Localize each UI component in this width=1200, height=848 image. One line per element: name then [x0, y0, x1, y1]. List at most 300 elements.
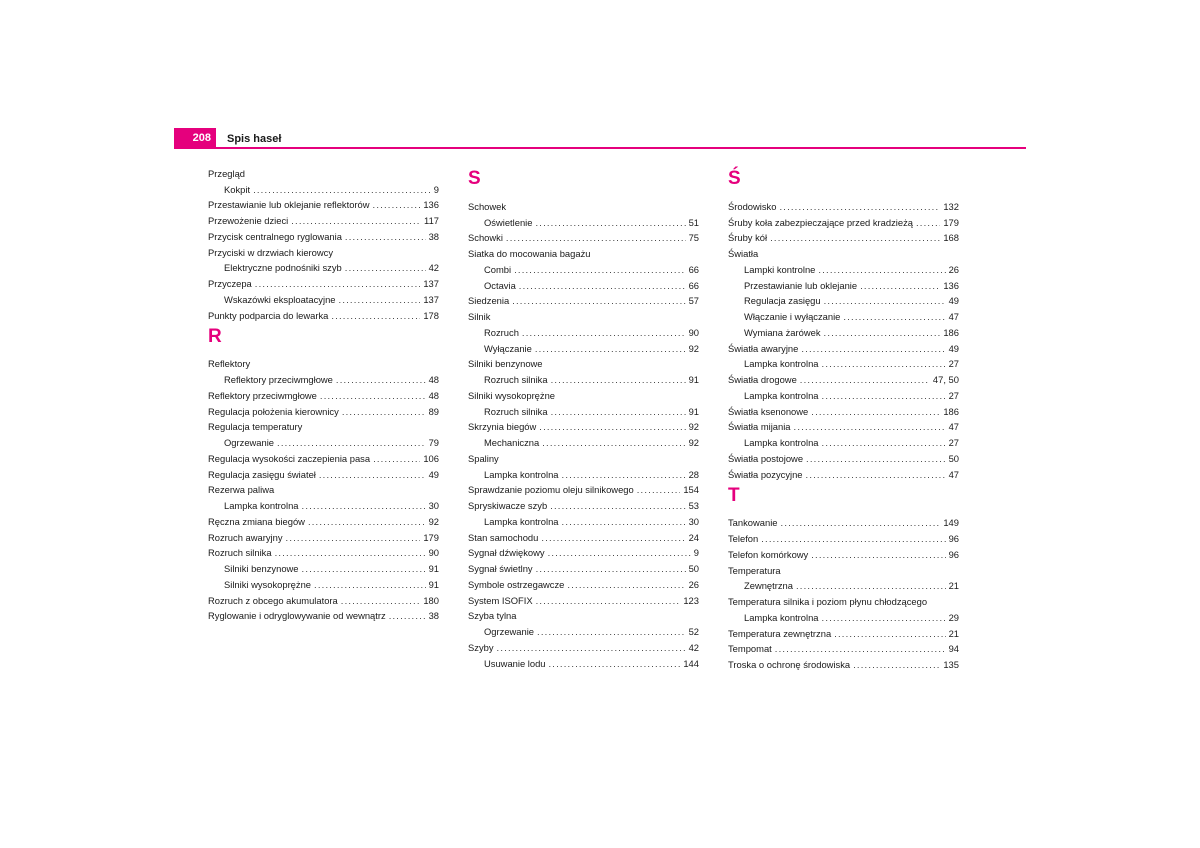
entry-label: Kokpit: [224, 183, 251, 195]
entry-page-number: 94: [948, 643, 959, 655]
section-letter: Ś: [728, 168, 741, 189]
dot-leader: [811, 406, 940, 418]
index-entry: [208, 465, 439, 481]
dot-leader: [822, 437, 946, 449]
dot-leader: [275, 547, 426, 559]
entry-page-number: 38: [428, 230, 439, 242]
entry-page-number: 21: [948, 627, 959, 639]
entry-label: Rozruch: [484, 326, 519, 338]
entry-page-number: 30: [688, 515, 699, 527]
entry-label: Ogrzewanie: [484, 626, 535, 637]
index-entry: [208, 402, 439, 418]
dot-leader: [389, 610, 426, 622]
index-heading: Przyciski w drzwiach kierowcy: [208, 246, 334, 258]
dot-leader: [796, 580, 946, 592]
entry-page-number: 91: [428, 578, 439, 590]
dot-leader: [336, 374, 426, 386]
page-header: [174, 128, 1026, 150]
entry-page-number: 89: [428, 405, 439, 417]
entry-label: Stan samochodu: [468, 531, 539, 543]
entry-page-number: 52: [688, 626, 699, 637]
index-subentry: [208, 290, 439, 306]
dot-leader: [637, 484, 681, 496]
index-heading: Przegląd: [208, 167, 246, 179]
index-entry: [208, 306, 439, 322]
index-entry: [728, 370, 959, 386]
entry-page-number: 149: [943, 517, 959, 529]
dot-leader: [537, 626, 686, 638]
dot-leader: [542, 437, 685, 449]
entry-page-number: 96: [948, 533, 959, 544]
entry-label: Temperatura zewnętrzna: [728, 627, 832, 639]
index-subentry: [468, 402, 699, 418]
index-heading: Szyba tylna: [468, 610, 517, 622]
dot-leader: [514, 264, 685, 276]
index-heading: Spaliny: [468, 452, 499, 464]
index-subentry: [468, 370, 699, 386]
index-subentry: [728, 307, 959, 323]
entry-label: Troska o ochronę środowiska: [728, 659, 851, 670]
entry-page-number: 92: [688, 421, 699, 433]
index-heading: Światła: [728, 248, 759, 259]
entry-label: Wskazówki eksploatacyjne: [224, 293, 336, 305]
entry-page-number: 96: [948, 548, 959, 560]
dot-leader: [255, 278, 421, 290]
index-subentry: [468, 323, 699, 339]
index-subentry: [468, 213, 699, 229]
index-entry: [728, 640, 959, 656]
entry-label: Środowisko: [728, 200, 777, 212]
entry-page-number: 9: [433, 183, 439, 195]
dot-leader: [781, 517, 941, 529]
dot-leader: [302, 563, 426, 575]
entry-label: Regulacja położenia kierownicy: [208, 405, 339, 417]
entry-label: Skrzynia biegów: [468, 421, 537, 433]
entry-label: Ryglowanie i odryglowywanie od wewnątrz: [208, 610, 386, 622]
section-letter: S: [468, 168, 481, 189]
entry-label: Ogrzewanie: [224, 437, 275, 448]
entry-page-number: 178: [423, 309, 439, 321]
entry-label: Telefon komórkowy: [728, 548, 809, 560]
entry-label: Światła awaryjne: [728, 342, 799, 354]
entry-page-number: 179: [423, 531, 439, 543]
dot-leader: [562, 469, 686, 481]
entry-page-number: 186: [943, 326, 959, 338]
entry-label: Śruby koła zabezpieczające przed kradzieżą: [728, 216, 913, 228]
entry-page-number: 136: [943, 279, 959, 291]
index-heading: Silniki benzynowe: [468, 358, 543, 370]
entry-label: Silniki wysokoprężne: [224, 578, 312, 590]
entry-label: Sygnał świetlny: [468, 563, 533, 574]
entry-label: Regulacja wysokości zaczepienia pasa: [208, 452, 371, 464]
index-subentry: [728, 355, 959, 371]
dot-leader: [811, 549, 945, 561]
entry-label: Lampka kontrolna: [744, 611, 819, 623]
index-subentry: [468, 339, 699, 355]
entry-label: Mechaniczna: [484, 437, 540, 448]
entry-label: Wymiana żarówek: [744, 326, 821, 338]
entry-page-number: 137: [423, 293, 439, 305]
index-entry: [468, 496, 699, 512]
entry-label: System ISOFIX: [468, 594, 533, 606]
dot-leader: [535, 217, 685, 229]
dot-leader: [818, 264, 945, 276]
index-subentry: [728, 577, 959, 593]
entry-label: Światła pozycyjne: [728, 468, 803, 480]
dot-leader: [549, 658, 681, 670]
entry-page-number: 57: [688, 295, 699, 307]
index-heading: Silnik: [468, 311, 491, 322]
entry-page-number: 47, 50: [932, 374, 959, 385]
index-entry: [728, 624, 959, 640]
entry-page-number: 49: [428, 468, 439, 480]
index-entry: [468, 292, 699, 308]
entry-page-number: 90: [428, 547, 439, 559]
index-entry: [728, 197, 959, 213]
entry-page-number: 53: [688, 500, 699, 511]
entry-label: Elektryczne podnośniki szyb: [224, 262, 342, 274]
dot-leader: [834, 628, 945, 640]
dot-leader: [541, 532, 685, 544]
dot-leader: [806, 453, 946, 465]
dot-leader: [822, 358, 946, 370]
entry-page-number: 47: [948, 468, 959, 480]
entry-label: Przestawianie lub oklejanie: [744, 279, 858, 291]
entry-page-number: 79: [428, 437, 439, 448]
entry-label: Rozruch silnika: [484, 405, 548, 417]
index-subentry: [468, 512, 699, 528]
entry-page-number: 132: [943, 200, 959, 212]
entry-page-number: 9: [693, 547, 699, 559]
index-heading: Reflektory: [208, 358, 251, 370]
entry-page-number: 38: [428, 610, 439, 622]
index-subentry: [728, 276, 959, 292]
index-subentry: [208, 433, 439, 449]
entry-label: Przycisk centralnego ryglowania: [208, 230, 342, 242]
entry-label: Zewnętrzna: [744, 580, 793, 592]
dot-leader: [277, 437, 426, 449]
entry-label: Reflektory przeciwmgłowe: [224, 374, 333, 385]
index-heading: Silniki wysokoprężne: [468, 389, 556, 401]
index-subentry: [208, 370, 439, 386]
dot-leader: [519, 280, 686, 292]
index-entry: [728, 514, 959, 530]
index-subentry: [728, 433, 959, 449]
entry-page-number: 186: [943, 405, 959, 417]
index-entry: [728, 545, 959, 561]
entry-page-number: 47: [948, 421, 959, 433]
dot-leader: [794, 421, 946, 433]
entry-page-number: 42: [428, 262, 439, 274]
entry-label: Włączanie i wyłączanie: [744, 311, 841, 322]
dot-leader: [801, 343, 945, 355]
entry-label: Rozruch silnika: [208, 547, 272, 559]
dot-leader: [822, 390, 946, 402]
entry-page-number: 29: [948, 611, 959, 623]
entry-label: Spryskiwacze szyb: [468, 500, 548, 511]
dot-leader: [345, 262, 426, 274]
index-entry: [208, 544, 439, 560]
index-subentry: [208, 559, 439, 575]
dot-leader: [806, 469, 946, 481]
entry-page-number: 91: [688, 405, 699, 417]
entry-label: Rozruch z obcego akumulatora: [208, 594, 338, 606]
section-letter: R: [208, 325, 222, 347]
entry-page-number: 179: [943, 216, 959, 228]
entry-page-number: 92: [688, 437, 699, 448]
entry-label: Octavia: [484, 279, 516, 291]
dot-leader: [562, 516, 686, 528]
dot-leader: [291, 215, 421, 227]
entry-page-number: 91: [688, 374, 699, 385]
entry-label: Lampka kontrolna: [744, 437, 819, 448]
dot-leader: [536, 595, 681, 607]
entry-page-number: 26: [688, 578, 699, 590]
dot-leader: [824, 327, 941, 339]
index-entry: [468, 559, 699, 575]
dot-leader: [551, 406, 686, 418]
index-entry: [728, 449, 959, 465]
dot-leader: [522, 327, 686, 339]
header-divider: [174, 147, 1026, 149]
dot-leader: [824, 295, 946, 307]
entry-page-number: 26: [948, 263, 959, 275]
page-title: Spis haseł: [227, 133, 282, 145]
entry-page-number: 92: [688, 342, 699, 354]
entry-label: Tempomat: [728, 643, 772, 655]
entry-page-number: 50: [688, 563, 699, 574]
index-entry: [728, 655, 959, 671]
index-entry: [208, 449, 439, 465]
dot-leader: [548, 547, 691, 559]
index-subentry: [728, 292, 959, 308]
entry-page-number: 90: [688, 326, 699, 338]
index-subentry: [208, 575, 439, 591]
index-subentry: [468, 276, 699, 292]
entry-label: Schowki: [468, 232, 503, 244]
index-column-2: [468, 164, 699, 670]
dot-leader: [319, 469, 426, 481]
dot-leader: [512, 295, 685, 307]
entry-page-number: 92: [428, 515, 439, 527]
index-entry: [468, 575, 699, 591]
entry-label: Światła ksenonowe: [728, 405, 809, 417]
index-entry: [208, 227, 439, 243]
entry-page-number: 47: [948, 311, 959, 322]
index-entry: [468, 229, 699, 245]
entry-label: Ręczna zmiana biegów: [208, 515, 305, 527]
index-entry: [208, 512, 439, 528]
dot-leader: [550, 500, 685, 512]
index-entry: [468, 638, 699, 654]
entry-page-number: 117: [424, 215, 439, 226]
dot-leader: [916, 217, 940, 229]
entry-page-number: 50: [948, 452, 959, 464]
entry-page-number: 91: [428, 563, 439, 574]
entry-label: Wyłączanie: [484, 342, 532, 354]
entry-label: Reflektory przeciwmgłowe: [208, 389, 317, 401]
entry-label: Combi: [484, 263, 512, 275]
dot-leader: [497, 642, 686, 654]
entry-page-number: 49: [948, 295, 959, 307]
index-entry: [468, 481, 699, 497]
entry-page-number: 24: [688, 531, 699, 543]
index-entry: [728, 465, 959, 481]
dot-leader: [286, 532, 421, 544]
index-subentry: [208, 496, 439, 512]
index-entry: [728, 339, 959, 355]
entry-page-number: 66: [688, 279, 699, 291]
entry-label: Światła postojowe: [728, 452, 804, 464]
dot-leader: [373, 453, 420, 465]
entry-label: Regulacja zasięgu świateł: [208, 468, 316, 480]
index-entry: [728, 418, 959, 434]
dot-leader: [567, 579, 685, 591]
index-subentry: [208, 180, 439, 196]
dot-leader: [331, 310, 420, 322]
entry-label: Telefon: [728, 533, 759, 544]
index-entry: [468, 418, 699, 434]
entry-page-number: 30: [428, 500, 439, 511]
dot-leader: [761, 533, 945, 545]
entry-label: Przewożenie dzieci: [208, 215, 289, 226]
dot-leader: [253, 184, 431, 196]
dot-leader: [506, 232, 686, 244]
index-entry: [208, 386, 439, 402]
entry-page-number: 51: [688, 216, 699, 228]
entry-label: Tankowanie: [728, 517, 778, 529]
entry-label: Sprawdzanie poziomu oleju silnikowego: [468, 484, 634, 496]
entry-label: Oświetlenie: [484, 216, 533, 228]
index-column-1: [208, 164, 439, 622]
index-subentry: [468, 260, 699, 276]
entry-page-number: 135: [943, 659, 959, 670]
entry-page-number: 144: [683, 657, 699, 669]
index-heading: Siatka do mocowania bagażu: [468, 248, 591, 259]
dot-leader: [342, 406, 426, 418]
dot-leader: [779, 201, 940, 213]
entry-label: Przestawianie lub oklejanie reflektorów: [208, 199, 370, 211]
entry-label: Lampka kontrolna: [744, 389, 819, 401]
entry-page-number: 180: [423, 594, 439, 606]
dot-leader: [775, 643, 946, 655]
dot-leader: [339, 294, 421, 306]
dot-leader: [770, 232, 940, 244]
index-heading: Rezerwa paliwa: [208, 484, 275, 496]
dot-leader: [308, 516, 426, 528]
index-subentry: [728, 386, 959, 402]
entry-page-number: 27: [948, 437, 959, 448]
index-subentry: [468, 654, 699, 670]
index-entry: [728, 229, 959, 245]
dot-leader: [853, 659, 940, 671]
entry-label: Usuwanie lodu: [484, 657, 546, 669]
dot-leader: [822, 612, 946, 624]
index-entry: [208, 196, 439, 212]
dot-leader: [535, 343, 686, 355]
entry-page-number: 168: [943, 232, 959, 244]
dot-leader: [320, 390, 426, 402]
index-heading: Regulacja temperatury: [208, 421, 303, 433]
entry-page-number: 42: [688, 641, 699, 653]
entry-page-number: 48: [428, 374, 439, 385]
index-heading: Temperatura silnika i poziom płynu chłodzącego: [728, 596, 928, 607]
index-entry: [468, 544, 699, 560]
entry-label: Silniki benzynowe: [224, 563, 299, 574]
index-entry: [208, 274, 439, 290]
page-number: 208: [174, 128, 216, 148]
entry-label: Punkty podparcia do lewarka: [208, 309, 329, 321]
index-subentry: [208, 259, 439, 275]
entry-label: Lampki kontrolne: [744, 263, 816, 275]
index-entry: [208, 528, 439, 544]
dot-leader: [536, 563, 686, 575]
entry-label: Symbole ostrzegawcze: [468, 578, 565, 590]
index-heading: Temperatura: [728, 564, 781, 576]
dot-leader: [341, 595, 421, 607]
index-subentry: [728, 608, 959, 624]
index-subentry: [728, 260, 959, 276]
dot-leader: [539, 421, 685, 433]
entry-label: Rozruch awaryjny: [208, 531, 283, 543]
index-entry: [728, 213, 959, 229]
entry-page-number: 75: [688, 232, 699, 244]
entry-page-number: 48: [428, 389, 439, 401]
entry-page-number: 137: [423, 278, 439, 289]
dot-leader: [860, 280, 940, 292]
index-entry: [728, 402, 959, 418]
entry-label: Przyczepa: [208, 278, 252, 289]
index-entry: [468, 528, 699, 544]
index-subentry: [468, 465, 699, 481]
index-subentry: [728, 323, 959, 339]
entry-label: Szyby: [468, 641, 494, 653]
index-subentry: [468, 433, 699, 449]
entry-label: Siedzenia: [468, 295, 510, 307]
index-entry: [208, 607, 439, 623]
entry-label: Śruby kół: [728, 232, 768, 244]
entry-page-number: 49: [948, 342, 959, 354]
entry-label: Lampka kontrolna: [484, 468, 559, 480]
entry-page-number: 27: [948, 389, 959, 401]
entry-page-number: 66: [688, 263, 699, 275]
dot-leader: [373, 199, 421, 211]
index-heading: Schowek: [468, 200, 507, 212]
entry-label: Lampka kontrolna: [744, 358, 819, 370]
dot-leader: [800, 374, 930, 386]
entry-page-number: 28: [688, 468, 699, 480]
entry-label: Światła drogowe: [728, 374, 797, 385]
entry-label: Lampka kontrolna: [484, 515, 559, 527]
entry-page-number: 136: [423, 199, 439, 211]
index-entry: [208, 211, 439, 227]
entry-page-number: 106: [423, 452, 439, 464]
dot-leader: [314, 579, 426, 591]
dot-leader: [551, 374, 686, 386]
index-column-3: [728, 164, 959, 671]
entry-label: Lampka kontrolna: [224, 500, 299, 511]
dot-leader: [345, 231, 426, 243]
index-entry: [468, 591, 699, 607]
entry-page-number: 154: [683, 484, 699, 496]
entry-label: Regulacja zasięgu: [744, 295, 821, 307]
entry-page-number: 123: [683, 594, 699, 606]
dot-leader: [843, 311, 945, 323]
index-entry: [728, 529, 959, 545]
entry-label: Światła mijania: [728, 421, 791, 433]
entry-label: Sygnał dźwiękowy: [468, 547, 545, 559]
dot-leader: [302, 500, 426, 512]
